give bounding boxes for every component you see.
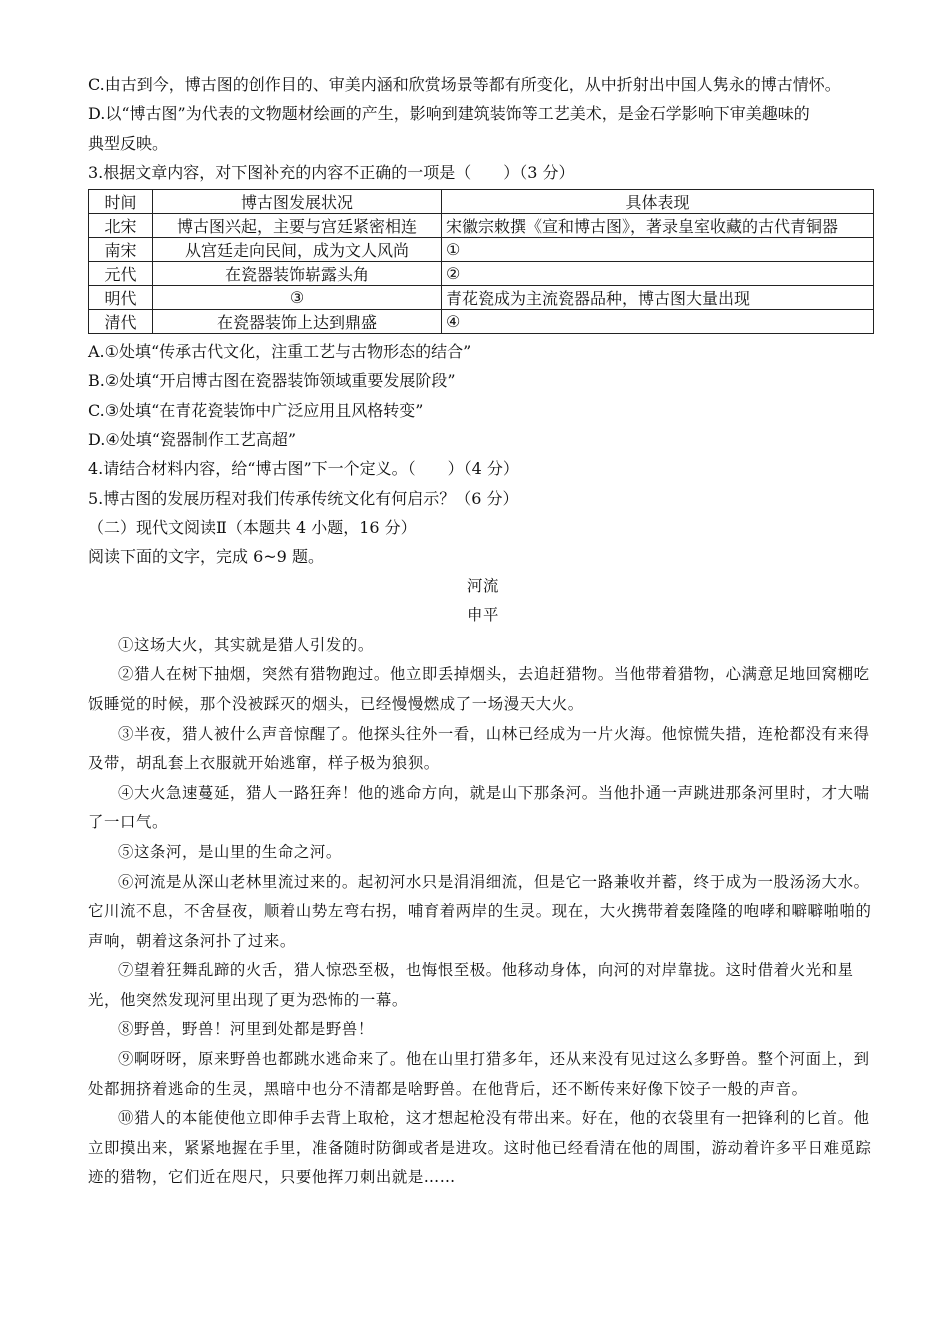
table-cell: 北宋 bbox=[89, 214, 153, 238]
table-header-cell: 时间 bbox=[89, 190, 153, 214]
table-cell: 宋徽宗敕撰《宣和博古图》，著录皇室收藏的古代青铜器 bbox=[442, 214, 874, 238]
table-cell: 清代 bbox=[89, 310, 153, 334]
story-paragraph: ⑨啊呀呀，原来野兽也都跳水逃命来了。他在山里打猎多年，还从来没有见过这么多野兽。整个河面上，到处都拥挤着逃命的生灵，黑暗中也分不清都是啥野兽。在他背后，还不断传来好像下饺子一般的声音。 bbox=[88, 1050, 870, 1098]
table-cell: 从宫廷走向民间，成为文人风尚 bbox=[153, 238, 442, 262]
table-cell: 南宋 bbox=[89, 238, 153, 262]
story-paragraph: ⑦望着狂舞乱蹄的火舌，猎人惊恐至极，也悔恨至极。他移动身体，向河的对岸靠拢。这时借着火光和星光，他突然发现河里出现了更为恐怖的一幕。 bbox=[88, 961, 854, 1009]
option-d-line-2: 典型反映。 bbox=[88, 133, 169, 153]
question-4: 4.请结合材料内容，给“博古图”下一个定义。（ ）（4 分） bbox=[88, 459, 519, 479]
story-paragraph: ⑥河流是从深山老林里流过来的。起初河水只是涓涓细流，但是它一路兼收并蓄，终于成为一股汤汤大水。它川流不息，不舍昼夜，顺着山势左弯右拐，哺育着两岸的生灵。现在，大火携带着轰隆隆的咆哮和噼噼啪啪的声响，朝着这条河扑了过来。 bbox=[88, 872, 872, 950]
table-row bbox=[89, 310, 874, 334]
table-header-row bbox=[89, 190, 874, 214]
table-row bbox=[89, 262, 874, 286]
question-5: 5.博古图的发展历程对我们传承传统文化有何启示？（6 分） bbox=[88, 488, 519, 508]
question-3: 3.根据文章内容，对下图补充的内容不正确的一项是（ ）（3 分） bbox=[88, 162, 575, 182]
bogutu-table bbox=[88, 189, 874, 334]
answer-option-c: C.③处填“在青花瓷装饰中广泛应用且风格转变” bbox=[88, 400, 424, 420]
story-paragraph: ⑤这条河，是山里的生命之河。 bbox=[118, 842, 342, 861]
answer-option-d: D.④处填“瓷器制作工艺高超” bbox=[88, 430, 297, 450]
story-paragraph: ③半夜，猎人被什么声音惊醒了。他探头往外一看，山林已经成为一片火海。他惊慌失措，连枪都没有来得及带，胡乱套上衣服就开始逃窜，样子极为狼狈。 bbox=[88, 724, 870, 773]
table-cell: 青花瓷成为主流瓷器品种，博古图大量出现 bbox=[442, 286, 874, 310]
table-cell: 明代 bbox=[89, 286, 153, 310]
option-d-line-1: D.以“博古图”为代表的文物题材绘画的产生，影响到建筑装饰等工艺美术，是金石学影响下审美趣味的 bbox=[88, 104, 810, 124]
table-cell: ③ bbox=[153, 286, 442, 310]
option-c-line: C.由古到今，博古图的创作目的、审美内涵和欣赏场景等都有所变化，从中折射出中国人隽永的博古情怀。 bbox=[88, 75, 841, 94]
exam-page bbox=[88, 70, 878, 1193]
table-row bbox=[89, 214, 874, 238]
table-cell: 博古图兴起，主要与宫廷紧密相连 bbox=[153, 214, 442, 238]
table-cell: ② bbox=[442, 262, 874, 286]
table-cell: 在瓷器装饰崭露头角 bbox=[153, 262, 442, 286]
table-row bbox=[89, 238, 874, 262]
section-heading: （二）现代文阅读Ⅱ（本题共 4 小题，16 分） bbox=[88, 517, 417, 537]
story bbox=[88, 572, 878, 1193]
table-header-cell: 具体表现 bbox=[442, 190, 874, 214]
table-cell: ① bbox=[442, 238, 874, 262]
story-paragraph: ②猎人在树下抽烟，突然有猎物跑过。他立即丢掉烟头，去追赶猎物。当他带着猎物，心满意足地回窝棚吃饭睡觉的时候，那个没被踩灭的烟头，已经慢慢燃成了一场漫天大火。 bbox=[88, 665, 870, 713]
table-cell: ④ bbox=[442, 310, 874, 334]
story-paragraph: ①这场大火，其实就是猎人引发的。 bbox=[118, 635, 374, 654]
reading-instruction: 阅读下面的文字，完成 6~9 题。 bbox=[88, 547, 324, 567]
table-cell: 在瓷器装饰上达到鼎盛 bbox=[153, 310, 442, 334]
story-title: 河流 bbox=[467, 576, 499, 595]
answer-option-b: B.②处填“开启博古图在瓷器装饰领域重要发展阶段” bbox=[88, 371, 456, 391]
table-row bbox=[89, 286, 874, 310]
answer-option-a: A.①处填“传承古代文化，注重工艺与古物形态的结合” bbox=[88, 342, 472, 362]
table-header-cell: 博古图发展状况 bbox=[153, 190, 442, 214]
story-paragraph: ⑧野兽，野兽！河里到处都是野兽！ bbox=[118, 1020, 374, 1039]
story-paragraph: ④大火急速蔓延，猎人一路狂奔！他的逃命方向，就是山下那条河。当他扑通一声跳进那条河里时，才大喘了一口气。 bbox=[88, 783, 870, 832]
story-author: 申平 bbox=[467, 606, 499, 625]
story-paragraph: ⑩猎人的本能使他立即伸手去背上取枪，这才想起枪没有带出来。好在，他的衣袋里有一把锋利的匕首。他立即摸出来，紧紧地握在手里，准备随时防御或者是进攻。这时他已经看清在他的周围，游动着许多平日难觅踪迹的猎物，它们近在咫尺，只要他挥刀刺出就是…… bbox=[88, 1109, 872, 1187]
table-cell: 元代 bbox=[89, 262, 153, 286]
